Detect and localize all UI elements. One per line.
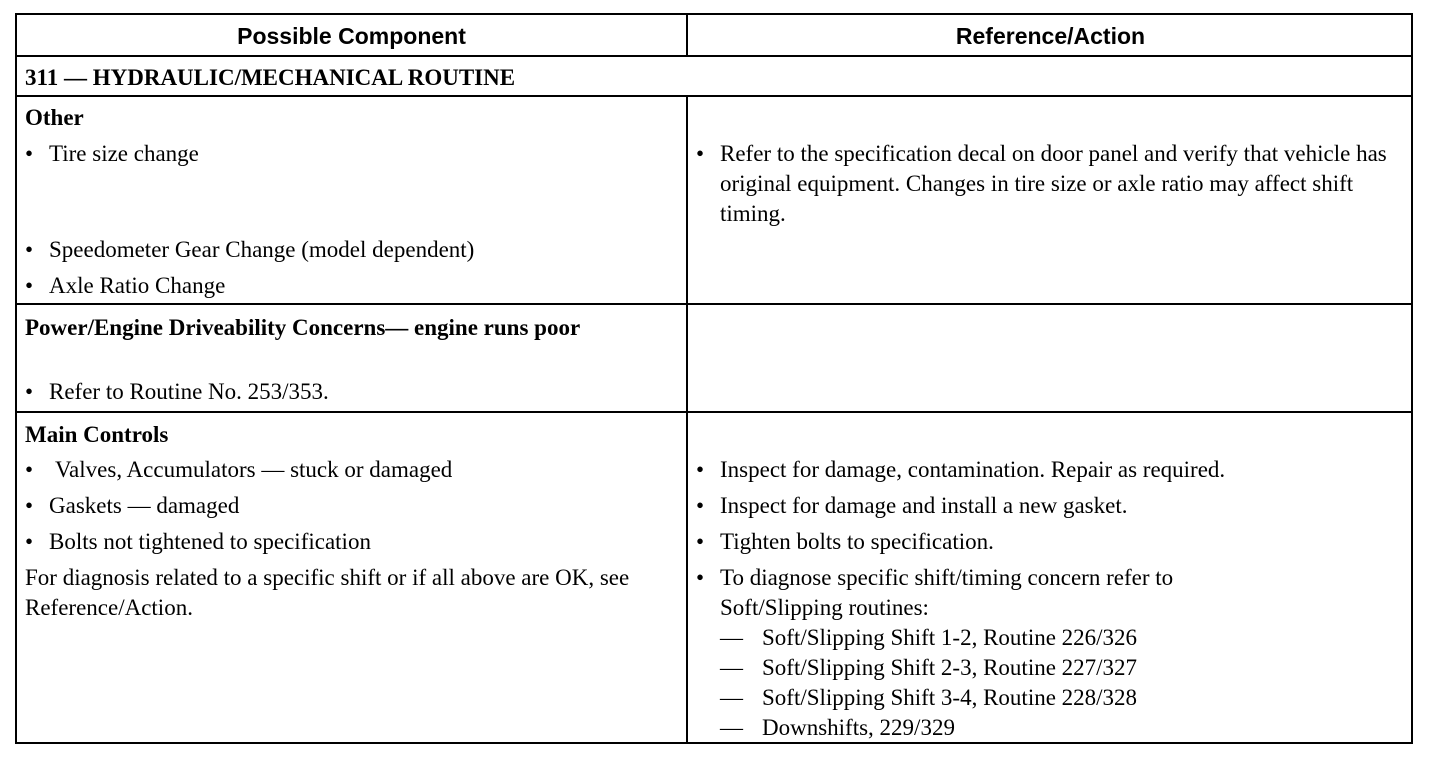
column-divider — [686, 95, 688, 744]
main-note: For diagnosis related to a specific shift or if all above are OK, see Reference/Action. — [25, 565, 630, 620]
section-title: 311 — HYDRAULIC/MECHANICAL ROUTINE — [25, 65, 516, 90]
power-title: Power/Engine Driveability Concerns— engine runs poor — [25, 315, 581, 340]
header-reference-action: Reference/Action — [955, 23, 1146, 49]
other-title: Other — [25, 105, 84, 130]
diagnostic-table: Possible Component Reference/Action 311 — HYDRAULIC/MECHANICAL ROUTINE Other • Tire size change • Speedometer Gear Change (model dependent) • Axle Ratio Change • Refer to the specification decal on door panel and verify that vehicle has original equipment. Changes in tire size or axle ratio may affect shift timing. Power/Engine Driveability Concerns— engine runs poor • Refer to Routine No. 253/353. Main Controls • Valves, Accumulators — stuck or damaged • Gaskets — damaged • Bolts not tightened to specification For diagnosis related to a specific shift or if all above are OK, see Reference/Action. • Inspect for damage, contamination. Repair as required. • Inspect for damage and install a new gasket. • Tighten bolts to specification. • To diagnose specific shift/timing concern refer to Soft/Slipping routines: — Soft/Slipping Shift 1-2, Routine 226/326 — Soft/Slipping Shift 2-3, Routine 227/327 — Soft/Slipping Shift 3-4, Routine 228/328 — Downshifts, 229/329 — [15, 13, 1413, 744]
header-possible-component: Possible Component — [237, 23, 466, 49]
main-title: Main Controls — [25, 422, 169, 447]
